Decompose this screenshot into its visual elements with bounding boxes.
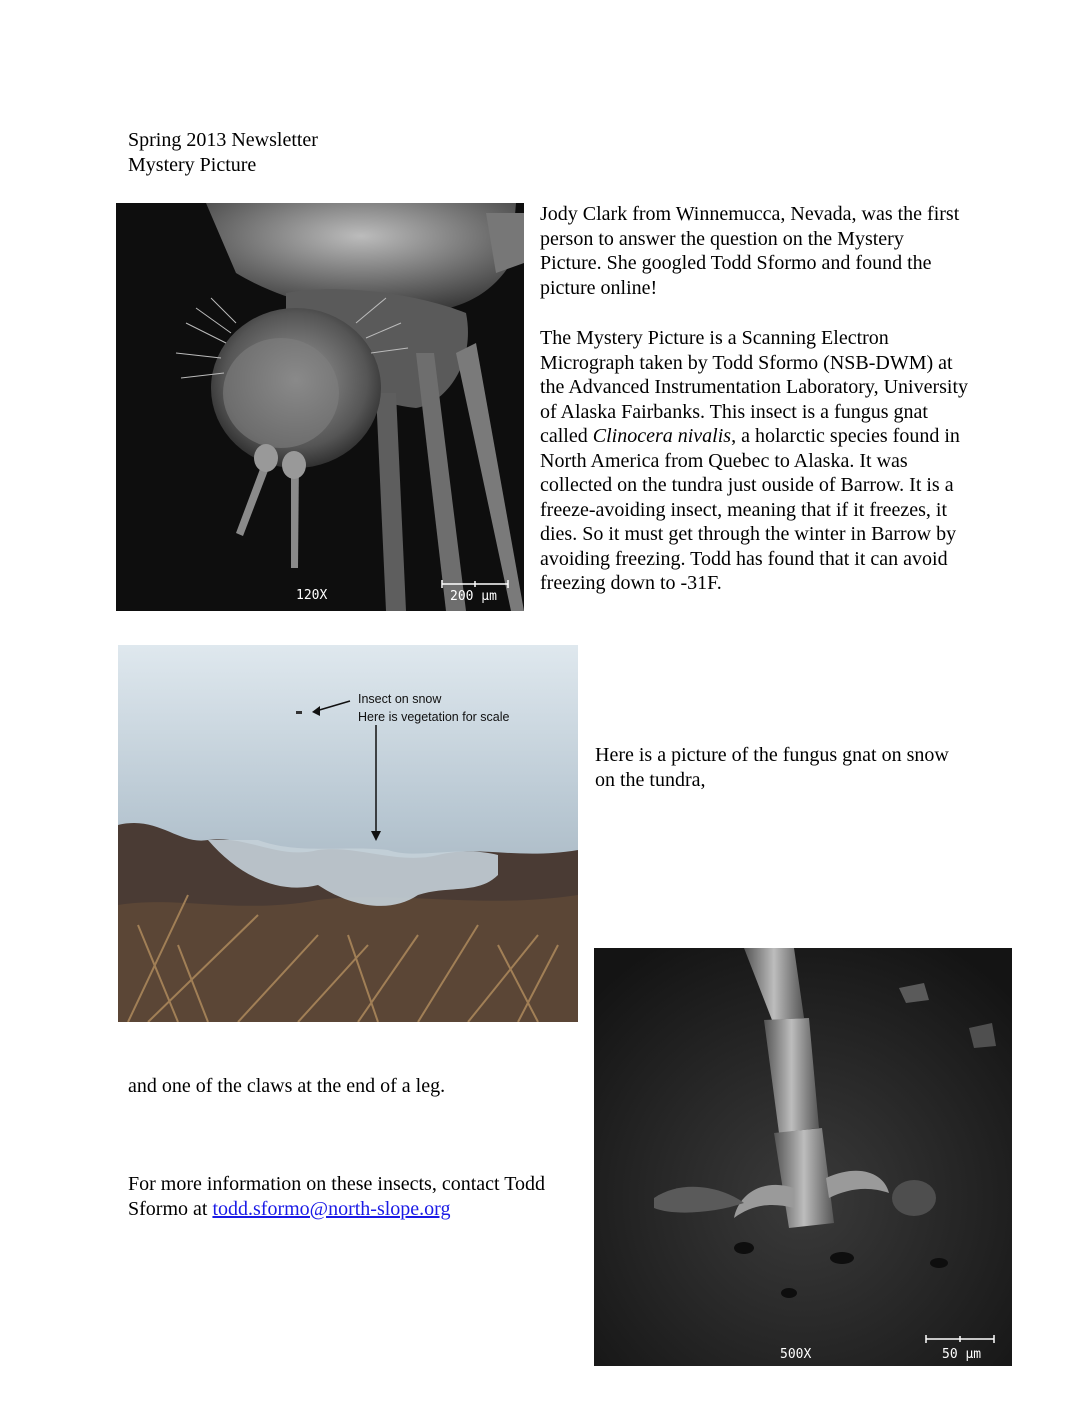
snow-label-insect: Insect on snow <box>358 692 442 706</box>
snow-label-vegetation: Here is vegetation for scale <box>358 710 510 724</box>
description-text-end: , a holarctic species found in North America from Quebec to Alaska. It was collected on the tundra just ouside of Barrow. It is a freeze-avoiding insect, meaning that if it freezes, it dies. So it must get through the winter in Barrow by avoiding freezing. Todd has found that it can avoid freezing down to -31F. <box>540 425 960 594</box>
sem-head-scale: 200 µm <box>450 589 497 604</box>
sem-claw-scale: 50 µm <box>942 1347 982 1362</box>
contact-text: For more information on these insects, contact Todd Sformo at <box>128 1173 546 1220</box>
newsletter-title: Spring 2013 Newsletter <box>128 129 318 151</box>
sem-insect-head-image <box>116 203 524 611</box>
contact-paragraph <box>128 1172 588 1221</box>
newsletter-header <box>128 128 318 178</box>
description-text-start: The Mystery Picture is a Scanning Electron Micrograph taken by Todd Sformo (NSB-DWM) at the Advanced Instrumentation Laboratory, University of Alaska Fairbanks. This insect is a fungus gnat called <box>540 327 969 447</box>
sem-claw-magnification: 500X <box>780 1347 812 1362</box>
claw-caption: and one of the claws at the end of a leg. <box>128 1075 446 1097</box>
sem-head-magnification: 120X <box>296 588 328 603</box>
sem-claw-image <box>594 948 1012 1366</box>
intro-paragraph: Jody Clark from Winnemucca, Nevada, was the first person to answer the question on the Mystery Picture. She googled Todd Sformo and found the picture online! <box>540 203 960 299</box>
species-name: Clinocera nivalis <box>592 425 732 447</box>
contact-email-link[interactable]: todd.sformo@north-slope.org <box>212 1197 451 1220</box>
snow-caption: Here is a picture of the fungus gnat on snow on the tundra, <box>595 744 949 791</box>
description-paragraph <box>540 326 970 596</box>
section-title: Mystery Picture <box>128 154 257 176</box>
snow-photo <box>118 645 578 1022</box>
